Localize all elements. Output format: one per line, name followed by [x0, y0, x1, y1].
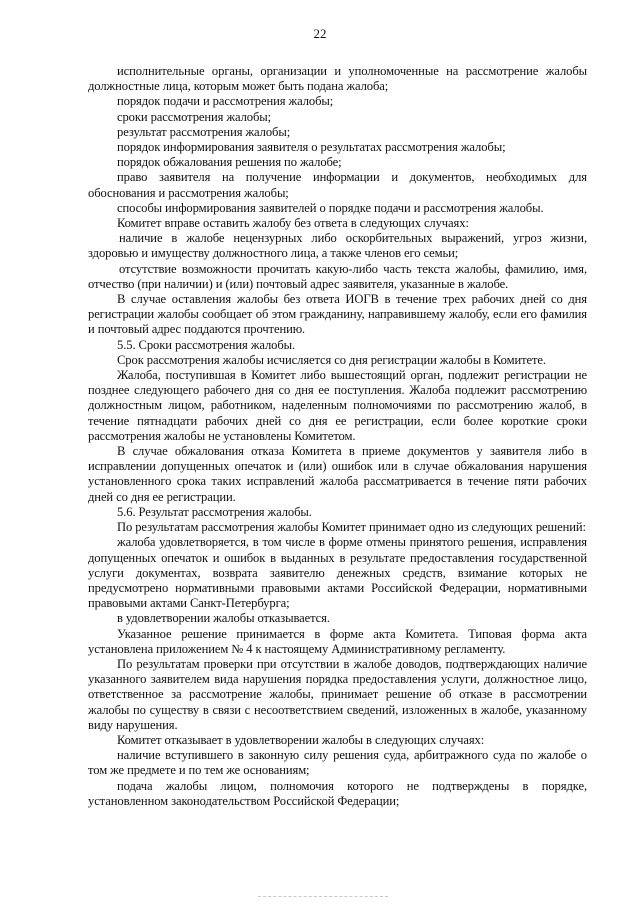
page-number: 22 — [313, 26, 327, 41]
list-item: порядок обжалования решения по жалобе; — [117, 155, 342, 170]
paragraph: Комитет вправе оставить жалобу без ответа в следующих случаях: — [117, 216, 469, 231]
list-item: результат рассмотрения жалобы; — [117, 124, 291, 139]
list-item: жалоба удовлетворяется, в том числе в форме отмены принятого решения, исправления допущенных опечаток и ошибок в выданных в результате предоставления государственной услуги документах, возврата заявителю денежных средств, взимание которых не предусмотрено нормативными правовыми актами Российской Федерации, нормативными правовыми актами Санкт-Петербурга; — [88, 535, 587, 611]
paragraph: Комитет отказывает в удовлетворении жалобы в следующих случаях: — [117, 732, 485, 747]
paragraph: исполнительные органы, организации и уполномоченные на рассмотрение жалобы должностные лица, которым может быть подана жалоба; — [88, 64, 587, 94]
paragraph: Жалоба, поступившая в Комитет либо вышестоящий орган, подлежит регистрации не позднее следующего рабочего дня со дня ее поступления. Жалоба подлежит рассмотрению должностным лицом, работником, наделенным полномочиями по рассмотрению жалоб, в течение пятнадцати рабочих дней со дня ее регистрации, если более короткие сроки рассмотрения жалобы не установлены Комитетом. — [88, 368, 587, 443]
document-body — [88, 64, 587, 809]
list-item: порядок подачи и рассмотрения жалобы; — [117, 94, 334, 109]
paragraph: Указанное решение принимается в форме акта Комитета. Типовая форма акта установлена приложением № 4 к настоящему Административному регламенту. — [88, 626, 587, 656]
paragraph: По результатам рассмотрения жалобы Комитет принимает одно из следующих решений: — [117, 520, 586, 535]
list-item: отсутствие возможности прочитать какую-либо часть текста жалобы, фамилию, имя, отчество (при наличии) и (или) почтовый адрес заявителя, указанные в жалобе. — [88, 261, 587, 291]
scan-artifact-line — [258, 896, 388, 897]
list-item: способы информирования заявителей о порядке подачи и рассмотрения жалобы. — [117, 200, 544, 215]
section-heading: 5.5. Сроки рассмотрения жалобы. — [117, 337, 296, 352]
list-item: право заявителя на получение информации и документов, необходимых для обоснования и рассмотрения жалобы; — [88, 170, 587, 200]
list-item: наличие вступившего в законную силу решения суда, арбитражного суда по жалобе о том же предмете и по тем же основаниям; — [88, 748, 587, 778]
section-heading: 5.6. Результат рассмотрения жалобы. — [117, 504, 312, 519]
paragraph: По результатам проверки при отсутствии в жалобе доводов, подтверждающих наличие указанного заявителем вида нарушения порядка предоставления услуги, должностное лицо, ответственное за рассмотрение жалобы, принимает решение об отказе в рассмотрении жалобы по существу в связи с несоответствием сведений, изложенных в жалобе, указанному виду нарушения. — [88, 656, 587, 732]
list-item: сроки рассмотрения жалобы; — [117, 109, 272, 124]
paragraph: В случае оставления жалобы без ответа ИОГВ в течение трех рабочих дней со дня регистрации жалобы сообщает об этом гражданину, направившему жалобу, если его фамилия и почтовый адрес поддаются прочтению. — [88, 292, 587, 337]
list-item: подача жалобы лицом, полномочия которого не подтверждены в порядке, установленном законодательством Российской Федерации; — [88, 778, 587, 808]
paragraph: В случае обжалования отказа Комитета в приеме документов у заявителя либо в исправлении допущенных опечаток и (или) ошибок или в случае обжалования нарушения установленного срока таких исправлений жалоба рассматривается в течение пяти рабочих дней со дня ее регистрации. — [88, 444, 587, 504]
list-item: в удовлетворении жалобы отказывается. — [117, 611, 330, 626]
list-item: наличие в жалобе нецензурных либо оскорбительных выражений, угроз жизни, здоровью и имуществу должностного лица, а также членов его семьи; — [88, 231, 587, 261]
list-item: порядок информирования заявителя о результатах рассмотрения жалобы; — [117, 140, 506, 155]
paragraph: Срок рассмотрения жалобы исчисляется со дня регистрации жалобы в Комитете. — [117, 352, 546, 367]
